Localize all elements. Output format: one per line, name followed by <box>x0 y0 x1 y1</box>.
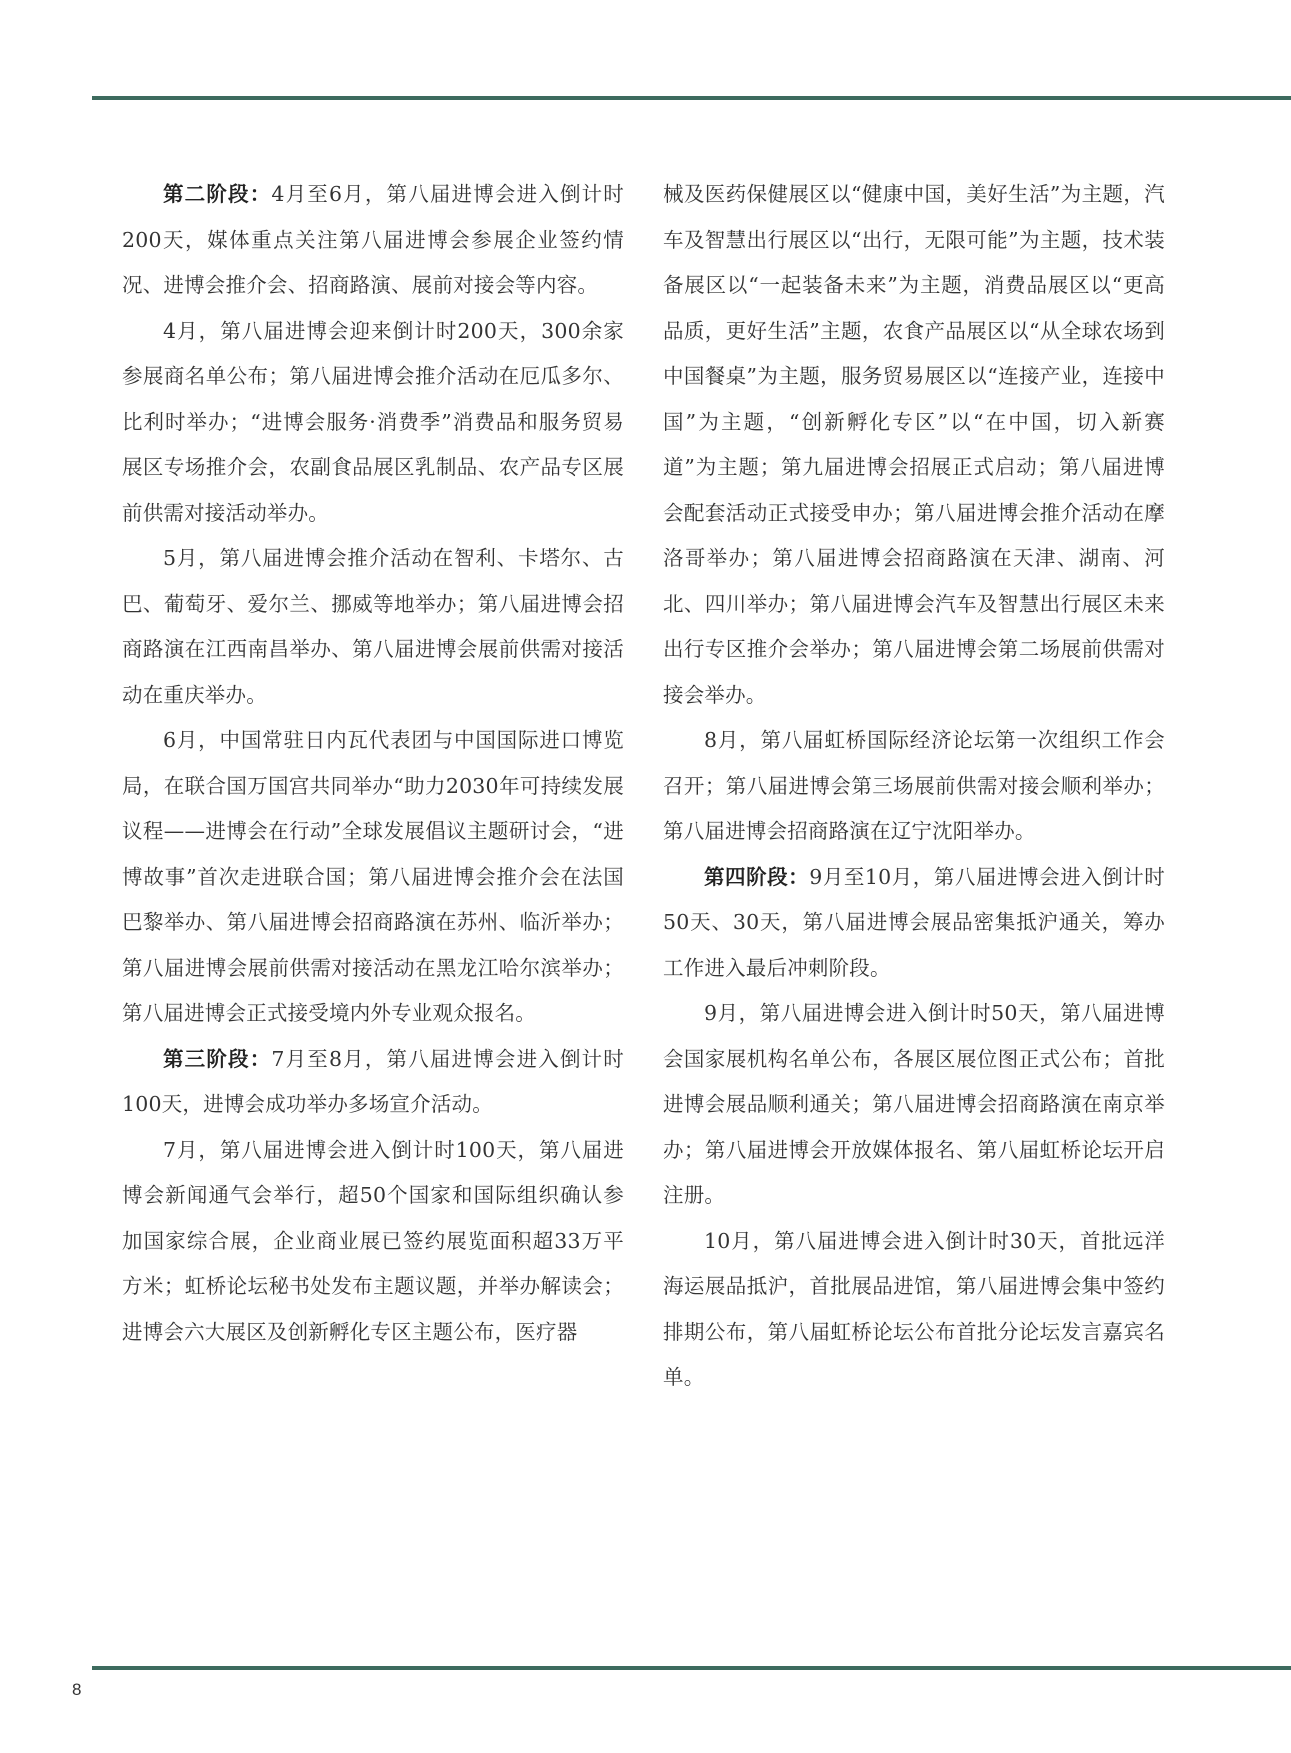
paragraph <box>122 1128 624 1356</box>
paragraph <box>663 855 1165 992</box>
paragraph-text: 7月至8月，第八届进博会进入倒计时100天，进博会成功举办多场宣介活动。 <box>122 1046 624 1116</box>
paragraph-text: 9月至10月，第八届进博会进入倒计时50天、30天，第八届进博会展品密集抵沪通关，筹办工作进入最后冲刺阶段。 <box>663 864 1165 980</box>
paragraph <box>122 536 624 718</box>
left-column <box>122 172 624 1355</box>
paragraph <box>122 172 624 309</box>
bottom-divider <box>92 1666 1291 1670</box>
paragraph-continuation <box>663 172 1165 718</box>
paragraph-text: 8月，第八届虹桥国际经济论坛第一次组织工作会召开；第八届进博会第三场展前供需对接会顺利举办；第八届进博会招商路演在辽宁沈阳举办。 <box>663 728 1165 843</box>
paragraph-text: 9月，第八届进博会进入倒计时50天，第八届进博会国家展机构名单公布，各展区展位图正式公布；首批进博会展品顺利通关；第八届进博会招商路演在南京举办；第八届进博会开放媒体报名、第八届虹桥论坛开启注册。 <box>663 1001 1165 1207</box>
paragraph-text: 4月至6月，第八届进博会进入倒计时200天，媒体重点关注第八届进博会参展企业签约情况、进博会推介会、招商路演、展前对接会等内容。 <box>122 182 624 297</box>
paragraph <box>663 1219 1165 1401</box>
paragraph <box>122 718 624 1037</box>
paragraph <box>122 309 624 537</box>
paragraph <box>122 1037 624 1128</box>
top-divider <box>92 96 1291 100</box>
paragraph <box>663 718 1165 855</box>
stage-heading: 第三阶段： <box>163 1046 272 1071</box>
stage-heading: 第四阶段： <box>704 864 810 889</box>
paragraph <box>663 991 1165 1219</box>
paragraph-text: 4月，第八届进博会迎来倒计时200天，300余家参展商名单公布；第八届进博会推介活动在厄瓜多尔、比利时举办；“进博会服务·消费季”消费品和服务贸易展区专场推介会，农副食品展区乳制品、农产品专区展前供需对接活动举办。 <box>122 318 624 525</box>
paragraph-text: 7月，第八届进博会进入倒计时100天，第八届进博会新闻通气会举行，超50个国家和国际组织确认参加国家综合展，企业商业展已签约展览面积超33万平方米；虹桥论坛秘书处发布主题议题，并举办解读会；进博会六大展区及创新孵化专区主题公布，医疗器 <box>122 1137 624 1344</box>
paragraph-text: 6月，中国常驻日内瓦代表团与中国国际进口博览局，在联合国万国宫共同举办“助力2030年可持续发展议程——进博会在行动”全球发展倡议主题研讨会，“进博故事”首次走进联合国；第八届进博会推介会在法国巴黎举办、第八届进博会招商路演在苏州、临沂举办；第八届进博会展前供需对接活动在黑龙江哈尔滨举办；第八届进博会正式接受境内外专业观众报名。 <box>122 728 624 1025</box>
paragraph-text: 械及医药保健展区以“健康中国，美好生活”为主题，汽车及智慧出行展区以“出行，无限可能”为主题，技术装备展区以“一起装备未来”为主题，消费品展区以“更高品质，更好生活”主题，农食产品展区以“从全球农场到中国餐桌”为主题，服务贸易展区以“连接产业，连接中国”为主题，“创新孵化专区”以“在中国，切入新赛道”为主题；第九届进博会招展正式启动；第八届进博会配套活动正式接受申办；第八届进博会推介活动在摩洛哥举办；第八届进博会招商路演在天津、湖南、河北、四川举办；第八届进博会汽车及智慧出行展区未来出行专区推介会举办；第八届进博会第二场展前供需对接会举办。 <box>663 182 1165 707</box>
paragraph-text: 10月，第八届进博会进入倒计时30天，首批远洋海运展品抵沪，首批展品进馆，第八届进博会集中签约排期公布，第八届虹桥论坛公布首批分论坛发言嘉宾名单。 <box>663 1228 1165 1389</box>
stage-heading: 第二阶段： <box>163 182 272 206</box>
right-column <box>663 172 1165 1401</box>
page-number: 8 <box>72 1680 82 1699</box>
paragraph-text: 5月，第八届进博会推介活动在智利、卡塔尔、古巴、葡萄牙、爱尔兰、挪威等地举办；第八届进博会招商路演在江西南昌举办、第八届进博会展前供需对接活动在重庆举办。 <box>122 546 624 707</box>
